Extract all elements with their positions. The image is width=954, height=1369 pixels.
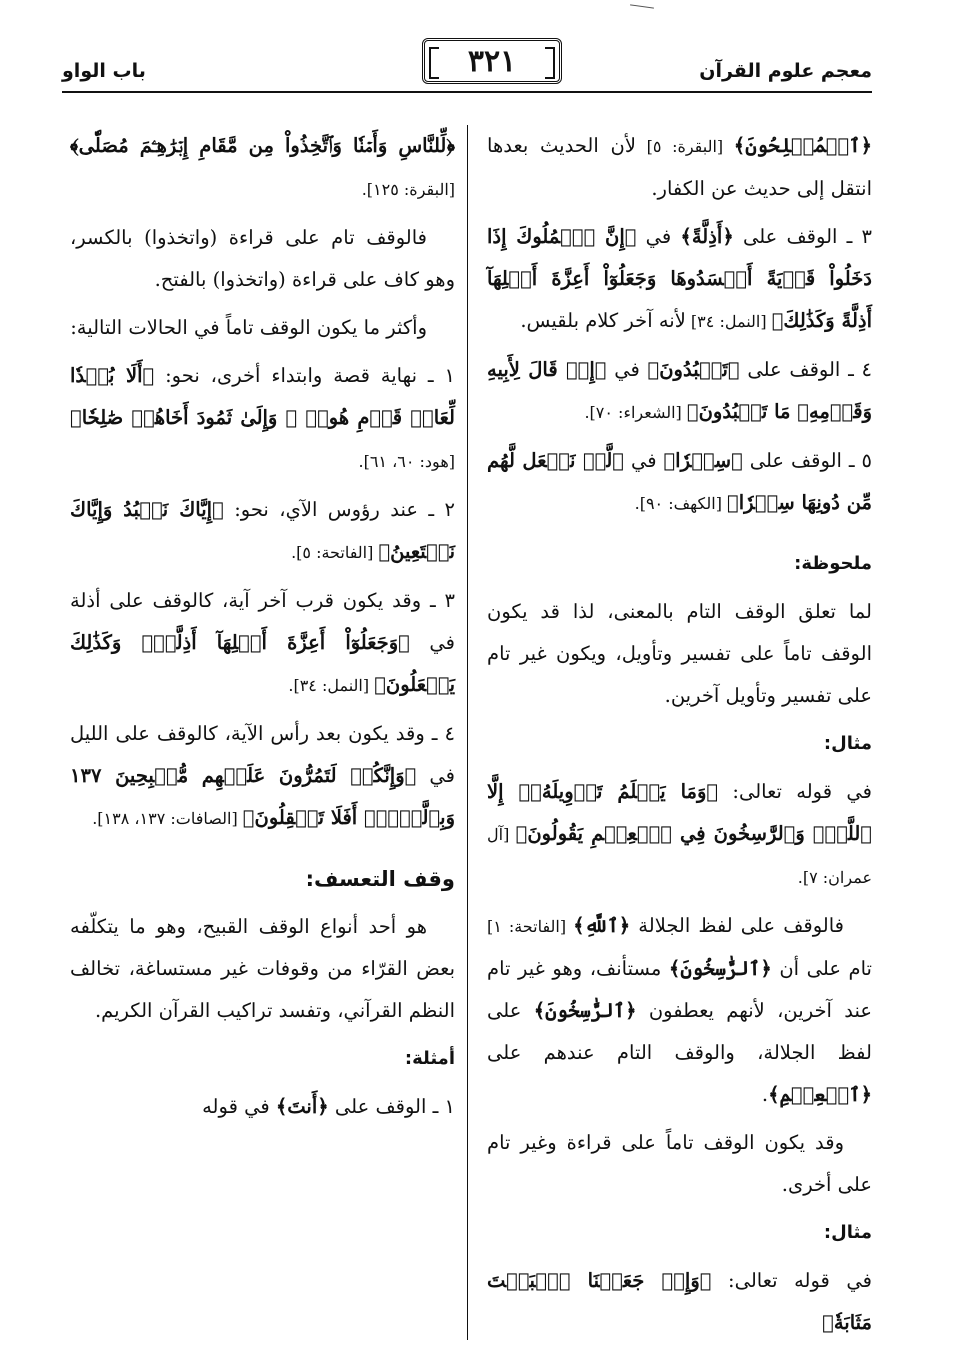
page-number-frame [422,38,562,84]
text-run: في [624,449,664,472]
paragraph [487,905,872,1116]
text-run: تام على أن [771,957,872,980]
quran-quote: ﴿أَلَا بُعۡدٗا لِّعَادٖ قَوۡمِ هُودٖ ۞ وَإِلَىٰ ثَمُودَ أَخَاهُمۡ صَٰلِحٗا﴾ [70,364,455,429]
quran-quote: ﴿إِذۡ قَالَ لِأَبِيهِ وَقَوۡمِهِۦ مَا تَعۡبُدُونَ﴾ [487,358,872,423]
verse-reference: [النمل: ٣٤]. [288,676,375,695]
quran-quote: ﴿ٱللَّهِ﴾ [573,914,631,937]
paragraph [487,125,872,210]
text-run: أمثلة: [404,1048,455,1069]
paragraph [70,355,455,483]
text-run: وأكثر ما يكون الوقف تاماً في الحالات التالية: [70,316,427,339]
text-run: وقد يكون الوقف تاماً على قراءة وغير تام على أخرى. [487,1131,872,1196]
scan-mark [630,4,654,8]
verse-reference: [الشعراء: ٧٠]. [584,403,687,422]
quran-quote: ﴿وَمَا يَعۡلَمُ تَأۡوِيلَهُۥٓ إِلَّا ٱللَّهُۗ وَٱلرَّٰسِخُونَ فِي ٱلۡعِلۡمِ يَقُولُونَ﴾ [487,780,873,845]
quran-quote: ﴿أَنتَ﴾ [275,1095,329,1118]
verse-reference: [النمل: ٣٤] [685,312,772,331]
paragraph [70,580,455,707]
text-run: مستأنف، وهو غير تام عند آخرين، لأنهم يعطفون [487,957,873,1022]
paragraph [487,440,872,525]
paragraph [487,1122,872,1206]
quran-quote: ﴿إِيَّاكَ نَعۡبُدُ وَإِيَّاكَ نَسۡتَعِينُ﴾ [70,498,455,563]
text-run: . [761,1083,769,1106]
paragraph [70,307,455,349]
quran-quote: ﴿ٱلۡمُفۡلِحُونَ﴾ [733,134,873,157]
text-run: ٣ ـ وقد يكون قرب آخر آية، كالوقف على أذلة في [70,589,455,654]
paragraph [487,349,872,434]
text-run: في قوله [202,1095,276,1118]
quran-quote: ﴿لِّلنَّاسِ وَأَمۡنٗا وَٱتَّخِذُواْ مِن مَّقَامِ إِبۡرَٰهِـۧمَ مُصَلّٗى﴾ [70,134,455,157]
paragraph [70,125,455,211]
subheading [487,1212,872,1254]
quran-quote: ﴿وَجَعَلُوٓاْ أَعِزَّةَ أَهۡلِهَآ أَذِلَّةٗۚ وَكَذَٰلِكَ يَفۡعَلُونَ﴾ [70,631,455,696]
verse-reference: [آل عمران: ٧]. [487,825,872,887]
paragraph [70,217,455,301]
text-run: لما تعلق الوقف التام بالمعنى، لذا قد يكون الوقف تاماً على تفسير وتأويل، ويكون غير تام على تفسير وتأويل آخرين. [487,600,872,707]
text-run: فالوقف على لفظ الجلالة [630,914,844,937]
text-run: ٢ ـ عند رؤوس الآي، نحو: [223,498,456,521]
verse-reference: [الكهف: ٩٠]. [634,494,728,513]
text-run: مثال: [823,733,872,754]
subheading [487,723,872,765]
text-run: لأن الحديث بعدها انتقل إلى حديث عن الكفار. [487,134,872,200]
paragraph [70,906,455,1032]
text-run: ٤ ـ وقد يكون بعد رأس الآية، كالوقف على الليل في [70,722,455,787]
paragraph [70,1086,455,1128]
text-run: في [636,225,681,248]
paragraph [487,216,872,343]
verse-reference: [البقرة: ١٢٥]. [361,180,455,199]
text-run: ٥ ـ الوقف على [742,449,872,472]
quran-quote: ﴿ٱلرَّٰسِخُونَ﴾ [668,957,772,980]
text-run: هو أحد أنواع الوقف القبيح، وهو ما يتكلّفه بعض القرّاء من وقوفات غير مستساغة، تخالف النظم القرآني، وتفسد تراكيب القرآن الكريم. [70,915,455,1022]
quran-quote: ﴿ٱلۡعِلۡمِ﴾ [768,1083,872,1106]
text-run: في قوله تعالى: [711,1269,872,1292]
quran-quote: ﴿تَعۡبُدُونَ﴾ [647,358,740,381]
text-run: فالوقف تام على قراءة (واتخذوا) بالكسر، وهو كاف على قراءة (واتخذوا) بالفتح. [70,226,455,291]
quran-quote: ﴿وَإِنَّكُمۡ لَتَمُرُّونَ عَلَيۡهِم مُّصۡبِحِينَ ١٣٧ وَبِٱلَّيۡلِۚ أَفَلَا تَعۡقِلُونَ﴾ [70,764,455,829]
paragraph [487,591,872,717]
paragraph [70,489,455,574]
text-run: ١ ـ نهاية قصة وابتداء أخرى، نحو: [154,364,455,387]
text-run: لأنه آخر كلام بلقيس. [520,309,686,332]
header-rule [62,91,872,93]
column-divider [467,125,468,1340]
subheading [70,1038,455,1080]
text-run: ٣ ـ الوقف على [733,225,872,248]
paragraph [487,1260,872,1344]
left-column [70,125,455,1345]
text-run: في قوله تعالى: [718,780,872,803]
text-run: في [606,358,648,381]
verse-reference: [الفاتحة: ١] [487,917,574,936]
paragraph [70,713,455,840]
chapter-title: باب الواو [62,60,146,82]
quran-quote: ﴿إِنَّ ٱلۡمُلُوكَ إِذَا دَخَلُواْ قَرۡيَةً أَفۡسَدُوهَا وَجَعَلُوٓاْ أَعِزَّةَ أَهۡلِهَآ أَذِلَّةً وَكَذَٰلِكَ﴾ [487,225,872,332]
right-column [487,125,872,1345]
text-run: مثال: [823,1222,872,1243]
page-header [62,38,872,90]
text-run: على لفظ الجلالة، والوقف التام عندهم على [487,999,872,1064]
section-title [70,858,455,900]
quran-quote: ﴿سِتۡرٗا﴾ [663,449,743,472]
quran-quote: ﴿لَّمۡ نَجۡعَل لَّهُم مِّن دُونِهَا سِتۡرٗا﴾ [487,449,872,514]
text-run: ملحوظة: [794,553,872,574]
verse-reference: [الفاتحة: ٥]. [291,543,379,562]
paragraph [487,771,872,899]
text-run: وقف التعسف: [305,867,455,891]
book-title: معجم علوم القرآن [699,60,872,82]
verse-reference: [هود: ٦٠، ٦١]. [358,452,455,471]
subheading [487,543,872,585]
quran-quote: ﴿أَذِلَّةً﴾ [680,225,734,248]
verse-reference: [البقرة: ٥] [635,137,734,156]
text-run: ١ ـ الوقف على [328,1095,455,1118]
quran-quote: ﴿ٱلرَّٰسِخُونَ﴾ [533,999,637,1022]
quran-quote: ﴿وَإِذۡ جَعَلۡنَا ٱلۡبَيۡتَ مَثَابَةٗ﴾ [487,1269,872,1334]
verse-reference: [الصافات: ١٣٧، ١٣٨]. [92,809,243,828]
text-run: ٤ ـ الوقف على [739,358,872,381]
page-number: ٣٢١ [467,43,517,79]
